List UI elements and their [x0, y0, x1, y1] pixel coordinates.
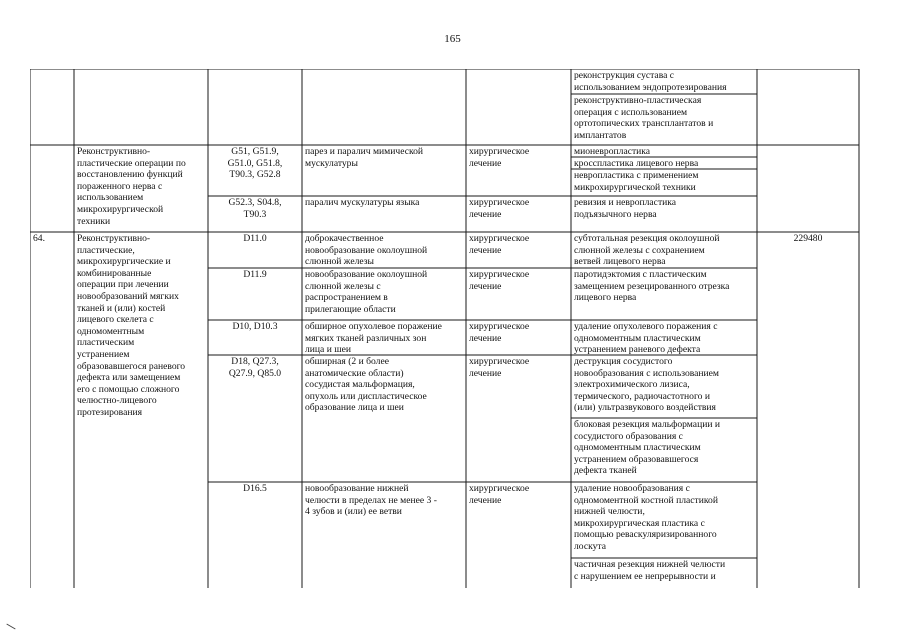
icd-codes-line: D11.0: [243, 233, 267, 244]
care-type-name-line: одномоментным: [77, 325, 145, 337]
treatment-method: [574, 419, 754, 477]
treatment-method-line: микрохирургической техники: [574, 181, 696, 193]
patient-model-line: доброкачественное: [305, 233, 384, 244]
treatment-type-line: лечение: [469, 280, 502, 292]
scan-edge-mark: [6, 624, 15, 630]
icd-codes: [211, 269, 299, 281]
patient-model: [305, 483, 463, 518]
care-type-name-line: пластические операции по: [77, 157, 186, 169]
icd-codes-line: D16.5: [243, 483, 267, 494]
row-number-text: 64.: [33, 233, 45, 244]
patient-model-line: опухоль или диспластическое: [305, 390, 427, 402]
icd-codes: [211, 483, 299, 495]
patient-model-line: прилегающие области: [305, 303, 396, 315]
patient-model-line: обширная (2 и более: [305, 356, 389, 367]
patient-model-line: новообразование околоушной: [305, 244, 428, 256]
patient-model: [305, 197, 463, 209]
patient-model-line: образование лица и шеи: [305, 402, 404, 414]
treatment-method-line: дефекта тканей: [574, 465, 637, 477]
icd-codes-line: G51.0, G51.8,: [227, 157, 283, 169]
treatment-method-line: нижней челюсти,: [574, 506, 645, 518]
treatment-method-line: с нарушением ее непрерывности и: [574, 570, 716, 582]
treatment-type-line: лечение: [469, 332, 502, 344]
treatment-method-line: субтотальная резекция околоушной: [574, 233, 720, 244]
care-type-name-line: образовавшегося раневого: [77, 360, 186, 372]
treatment-method-line: деструкция сосудистого: [574, 356, 673, 367]
icd-codes: [211, 356, 299, 379]
care-type-name-line: устранением: [77, 348, 130, 360]
care-type-name-line: Реконструктивно-: [77, 146, 151, 157]
patient-model-line: мягких тканей различных зон: [305, 332, 427, 344]
treatment-method-line: электрохимического лизиса,: [574, 379, 690, 391]
treatment-type-line: хирургическое: [469, 197, 530, 208]
treatment-type-line: лечение: [469, 367, 502, 379]
care-type-name-line: техники: [77, 215, 111, 227]
icd-codes-line: D11.9: [243, 269, 267, 280]
icd-codes: [211, 321, 299, 333]
treatment-method: [574, 70, 754, 93]
treatment-method-line: имплантатов: [574, 129, 627, 141]
patient-model-line: 4 зубов и (или) ее ветви: [305, 506, 402, 518]
care-type-name-line: микрохирургические и: [77, 256, 171, 268]
treatment-method: [574, 197, 754, 220]
treatment-type: [469, 146, 568, 169]
icd-codes-line: T90.3, G52.8: [229, 169, 281, 181]
treatment-method: [574, 321, 754, 356]
treatment-method: [574, 170, 754, 193]
patient-model-line: анатомические области): [305, 367, 404, 379]
treatment-method-line: (или) ультразвукового воздействия: [574, 402, 716, 414]
icd-codes-line: D18, Q27.3,: [231, 356, 279, 367]
patient-model-line: парез и паралич мимической: [305, 146, 424, 157]
treatment-method-line: микрохирургическая пластика с: [574, 517, 705, 529]
icd-codes-line: T90.3: [243, 208, 267, 220]
treatment-method: [574, 233, 754, 268]
patient-model-line: слюнной железы: [305, 256, 374, 268]
treatment-method-line: реконструктивно-пластическая: [574, 95, 702, 106]
treatment-type-line: хирургическое: [469, 483, 530, 494]
treatment-method: [574, 95, 754, 141]
treatment-method-line: ревизия и невропластика: [574, 197, 677, 208]
patient-model-line: слюнной железы с: [305, 280, 381, 292]
patient-model-line: новообразование околоушной: [305, 269, 428, 280]
medical-care-table: [30, 69, 860, 589]
treatment-method-line: помощью реваскуляризированного: [574, 529, 717, 541]
care-type-name-line: новообразований мягких: [77, 290, 179, 302]
care-type-name: [77, 233, 205, 419]
care-type-name-line: дефекта или замещением: [77, 372, 181, 384]
treatment-method-line: новообразования с использованием: [574, 367, 720, 379]
care-type-name-line: Реконструктивно-: [77, 233, 151, 244]
treatment-method-line: замещением резецированного отрезка: [574, 280, 730, 292]
treatment-method-line: невропластика с применением: [574, 170, 699, 181]
care-type-name-line: восстановлению функций: [77, 169, 183, 181]
icd-codes-line: D10, D10.3: [232, 321, 278, 332]
icd-codes-line: G52.3, S04.8,: [228, 197, 282, 208]
treatment-type-line: хирургическое: [469, 233, 530, 244]
treatment-method-line: мионевропластика: [574, 146, 651, 157]
patient-model-line: челюсти в пределах не менее 3 -: [305, 494, 437, 506]
patient-model-line: паралич мускулатуры языка: [305, 197, 420, 208]
care-type-name-line: микрохирургической: [77, 203, 164, 215]
treatment-method-line: одномоментным пластическим: [574, 332, 701, 344]
treatment-type-line: лечение: [469, 244, 502, 256]
treatment-method-line: реконструкция сустава с: [574, 70, 675, 81]
patient-model-line: лица и шеи: [305, 344, 352, 356]
treatment-method-line: ортотопических трансплантатов и: [574, 118, 714, 130]
care-type-name: [77, 146, 205, 227]
care-type-name-line: протезирования: [77, 406, 143, 418]
patient-model: [305, 356, 463, 414]
treatment-method-line: удаление новообразования с: [574, 483, 690, 494]
icd-codes: [211, 146, 299, 181]
patient-model: [305, 321, 463, 356]
care-type-name-line: пластические,: [77, 244, 135, 256]
treatment-type-line: хирургическое: [469, 356, 530, 367]
icd-codes: [211, 233, 299, 245]
treatment-type-line: лечение: [469, 208, 502, 220]
treatment-method: [574, 146, 754, 158]
treatment-type: [469, 197, 568, 220]
treatment-type-line: хирургическое: [469, 321, 530, 332]
treatment-type: [469, 269, 568, 292]
treatment-type: [469, 483, 568, 506]
icd-codes: [211, 197, 299, 220]
treatment-method-line: удаление опухолевого поражения с: [574, 321, 718, 332]
treatment-method-line: слюнной железы с сохранением: [574, 244, 705, 256]
treatment-method-line: паротидэктомия с пластическим: [574, 269, 707, 280]
icd-codes-line: G51, G51.9,: [231, 146, 279, 157]
treatment-method-line: термического, радиочастотного и: [574, 390, 710, 402]
treatment-method-line: одномоментным пластическим: [574, 442, 701, 454]
treatment-method-line: подъязычного нерва: [574, 208, 657, 220]
row-number: [33, 233, 71, 245]
care-type-name-line: пластическим: [77, 337, 135, 349]
treatment-method: [574, 356, 754, 414]
treatment-method-line: лоскута: [574, 540, 606, 552]
patient-model: [305, 233, 463, 268]
icd-codes-line: Q27.9, Q85.0: [228, 367, 282, 379]
treatment-method: [574, 158, 754, 170]
treatment-method-line: частичная резекция нижней челюсти: [574, 559, 726, 570]
patient-model-line: распространением в: [305, 292, 388, 304]
treatment-type-line: лечение: [469, 157, 502, 169]
treatment-type-line: хирургическое: [469, 269, 530, 280]
treatment-method-line: ветвей лицевого нерва: [574, 256, 666, 268]
care-type-name-line: тканей и (или) костей: [77, 302, 166, 314]
treatment-method-line: кросспластика лицевого нерва: [574, 158, 699, 169]
treatment-method: [574, 269, 754, 304]
patient-model-line: сосудистая мальформация,: [305, 379, 415, 391]
treatment-method-line: сосудистого образования с: [574, 430, 683, 442]
treatment-method-line: операция с использованием: [574, 106, 688, 118]
care-type-name-line: лицевого скелета с: [77, 314, 154, 326]
treatment-type: [469, 356, 568, 379]
treatment-method: [574, 483, 754, 553]
treatment-method-line: устранением образовавшегося: [574, 453, 699, 465]
care-type-name-line: комбинированные: [77, 267, 152, 279]
patient-model-line: новообразование нижней: [305, 483, 409, 494]
treatment-method: [574, 559, 754, 582]
page-number: 165: [444, 33, 461, 45]
treatment-method-line: одномоментной костной пластикой: [574, 494, 718, 506]
treatment-type-line: хирургическое: [469, 146, 530, 157]
care-type-name-line: использованием: [77, 192, 144, 204]
patient-model-line: обширное опухолевое поражение: [305, 321, 442, 332]
care-type-name-line: челюстно-лицевого: [77, 395, 157, 407]
treatment-method-line: блоковая резекция мальформации и: [574, 419, 721, 430]
treatment-type: [469, 233, 568, 256]
treatment-method-line: устранением раневого дефекта: [574, 344, 701, 356]
care-type-name-line: операции при лечении: [77, 279, 169, 291]
norm-cost: 229480: [793, 233, 823, 244]
treatment-type-line: лечение: [469, 494, 502, 506]
care-type-name-line: его с помощью сложного: [77, 383, 180, 395]
treatment-method-line: лицевого нерва: [574, 292, 637, 304]
care-type-name-line: пораженного нерва с: [77, 180, 163, 192]
patient-model: [305, 146, 463, 169]
patient-model: [305, 269, 463, 315]
treatment-method-line: использованием эндопротезирования: [574, 81, 727, 93]
treatment-type: [469, 321, 568, 344]
patient-model-line: мускулатуры: [305, 157, 358, 169]
